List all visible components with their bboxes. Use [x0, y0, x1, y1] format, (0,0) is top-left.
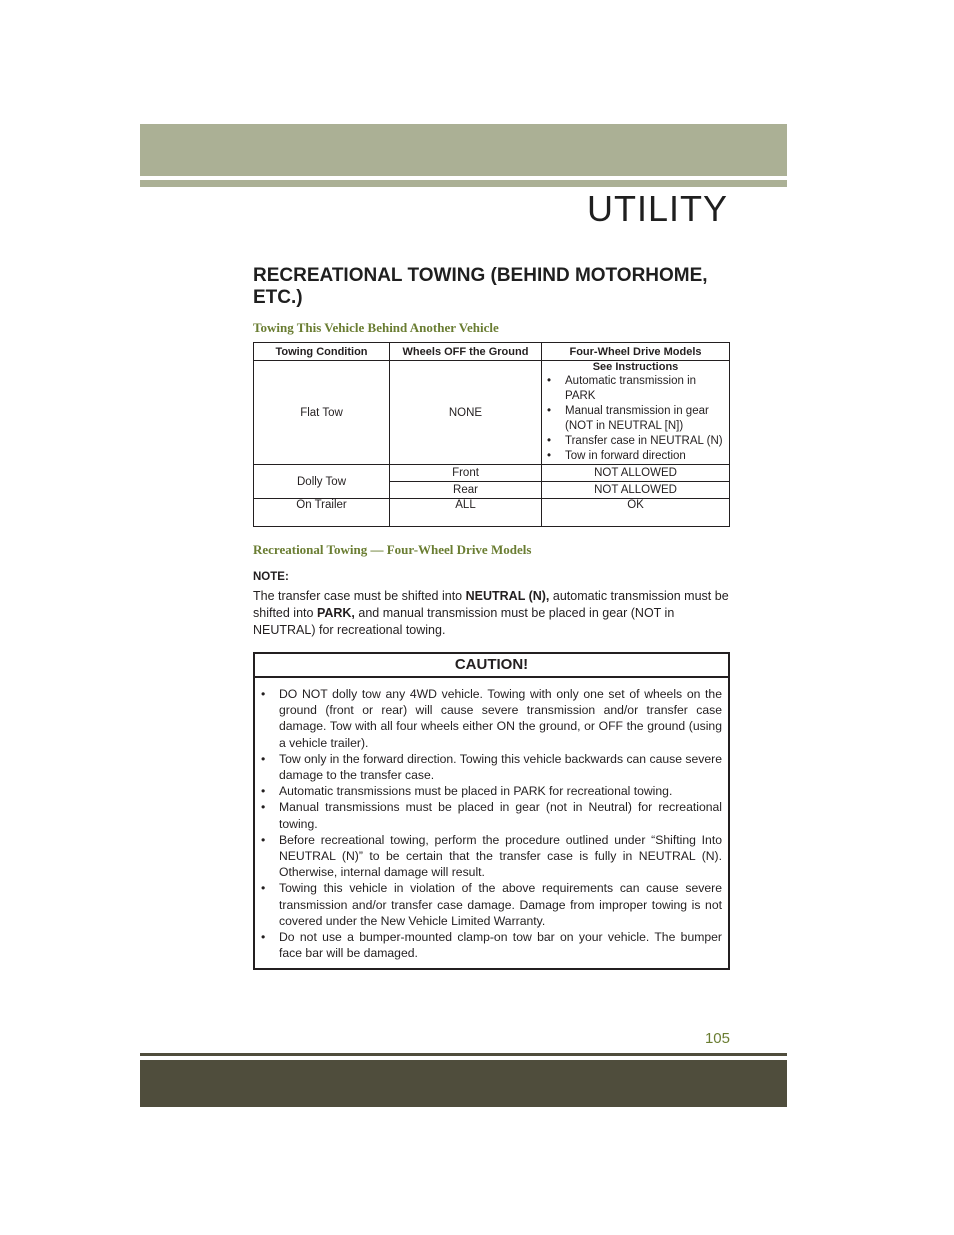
table-cell: ALL	[390, 499, 542, 527]
list-item: • Manual transmission in gear (NOT in NEUTRAL [N])	[546, 404, 725, 434]
table-row-flat-tow	[254, 361, 730, 465]
note-bold-neutral: NEUTRAL (N),	[465, 589, 550, 603]
table-header: Wheels OFF the Ground	[390, 343, 542, 361]
table-row-dolly-front	[254, 465, 730, 482]
caution-item: • Before recreational towing, perform the procedure outlined under “Shifting Into NEUTRAL (N)” to be certain that the transfer case is fully in NEUTRAL (N). Otherwise, internal damage will result.	[279, 832, 722, 881]
caution-item: • DO NOT dolly tow any 4WD vehicle. Towing with only one set of wheels on the ground (front or rear) will cause severe transmission and/or transfer case damage. Tow with all four wheels either ON the ground, or OFF the ground (using a vehicle trailer).	[279, 686, 722, 751]
list-item: • Automatic transmission in PARK	[546, 374, 725, 404]
table-cell: Dolly Tow	[254, 465, 390, 499]
towing-table	[253, 342, 730, 527]
caution-list	[255, 678, 728, 961]
table-cell: NOT ALLOWED	[542, 465, 730, 482]
page-heading: RECREATIONAL TOWING (BEHIND MOTORHOME, ETC.)	[253, 265, 708, 308]
instructions-list	[546, 374, 725, 464]
table-header-row	[254, 343, 730, 361]
section-title: UTILITY	[586, 188, 728, 229]
caution-item: • Do not use a bumper-mounted clamp-on tow bar on your vehicle. The bumper face bar will be damaged.	[279, 929, 722, 961]
footer-band	[140, 1060, 787, 1107]
table-header: Four-Wheel Drive Models	[542, 343, 730, 361]
instructions-title: See Instructions	[592, 361, 679, 373]
table-cell: Flat Tow	[254, 361, 390, 465]
table-header: Towing Condition	[254, 343, 390, 361]
table-cell: Rear	[390, 482, 542, 499]
table-cell: On Trailer	[254, 499, 390, 527]
table-cell: NONE	[390, 361, 542, 465]
header-band	[140, 124, 787, 176]
note-label: NOTE:	[253, 571, 289, 583]
list-item: • Tow in forward direction	[546, 449, 725, 464]
four-wheel-subheading: Recreational Towing — Four-Wheel Drive Models	[253, 542, 532, 557]
towing-subheading: Towing This Vehicle Behind Another Vehicle	[253, 320, 499, 335]
footer-rule	[140, 1053, 787, 1056]
list-item: • Transfer case in NEUTRAL (N)	[546, 434, 725, 449]
instructions-cell	[542, 361, 730, 465]
page-number: 105	[704, 1030, 730, 1047]
caution-item: • Manual transmissions must be placed in gear (not in Neutral) for recreational towing.	[279, 799, 722, 831]
table-cell: Front	[390, 465, 542, 482]
note-text-part: automatic transmission must be shifted into	[253, 589, 729, 620]
caution-item: • Tow only in the forward direction. Towing this vehicle backwards can cause severe damage to the transfer case.	[279, 751, 722, 783]
note-text	[253, 588, 730, 639]
note-text-part: and manual transmission must be placed in gear (NOT in NEUTRAL) for recreational towing.	[253, 606, 675, 637]
note-text-part: The transfer case must be shifted into	[253, 589, 466, 603]
caution-title: CAUTION!	[255, 654, 728, 678]
caution-box	[253, 652, 730, 970]
table-row-on-trailer	[254, 499, 730, 527]
caution-item: • Automatic transmissions must be placed in PARK for recreational towing.	[279, 783, 722, 799]
table-cell: NOT ALLOWED	[542, 482, 730, 499]
note-bold-park: PARK,	[316, 606, 355, 620]
table-cell: OK	[542, 499, 730, 527]
header-rule	[140, 180, 787, 187]
caution-item: • Towing this vehicle in violation of the above requirements can cause severe transmission and/or transfer case damage. Damage from improper towing is not covered under the New Vehicle Limited Warranty.	[279, 880, 722, 929]
